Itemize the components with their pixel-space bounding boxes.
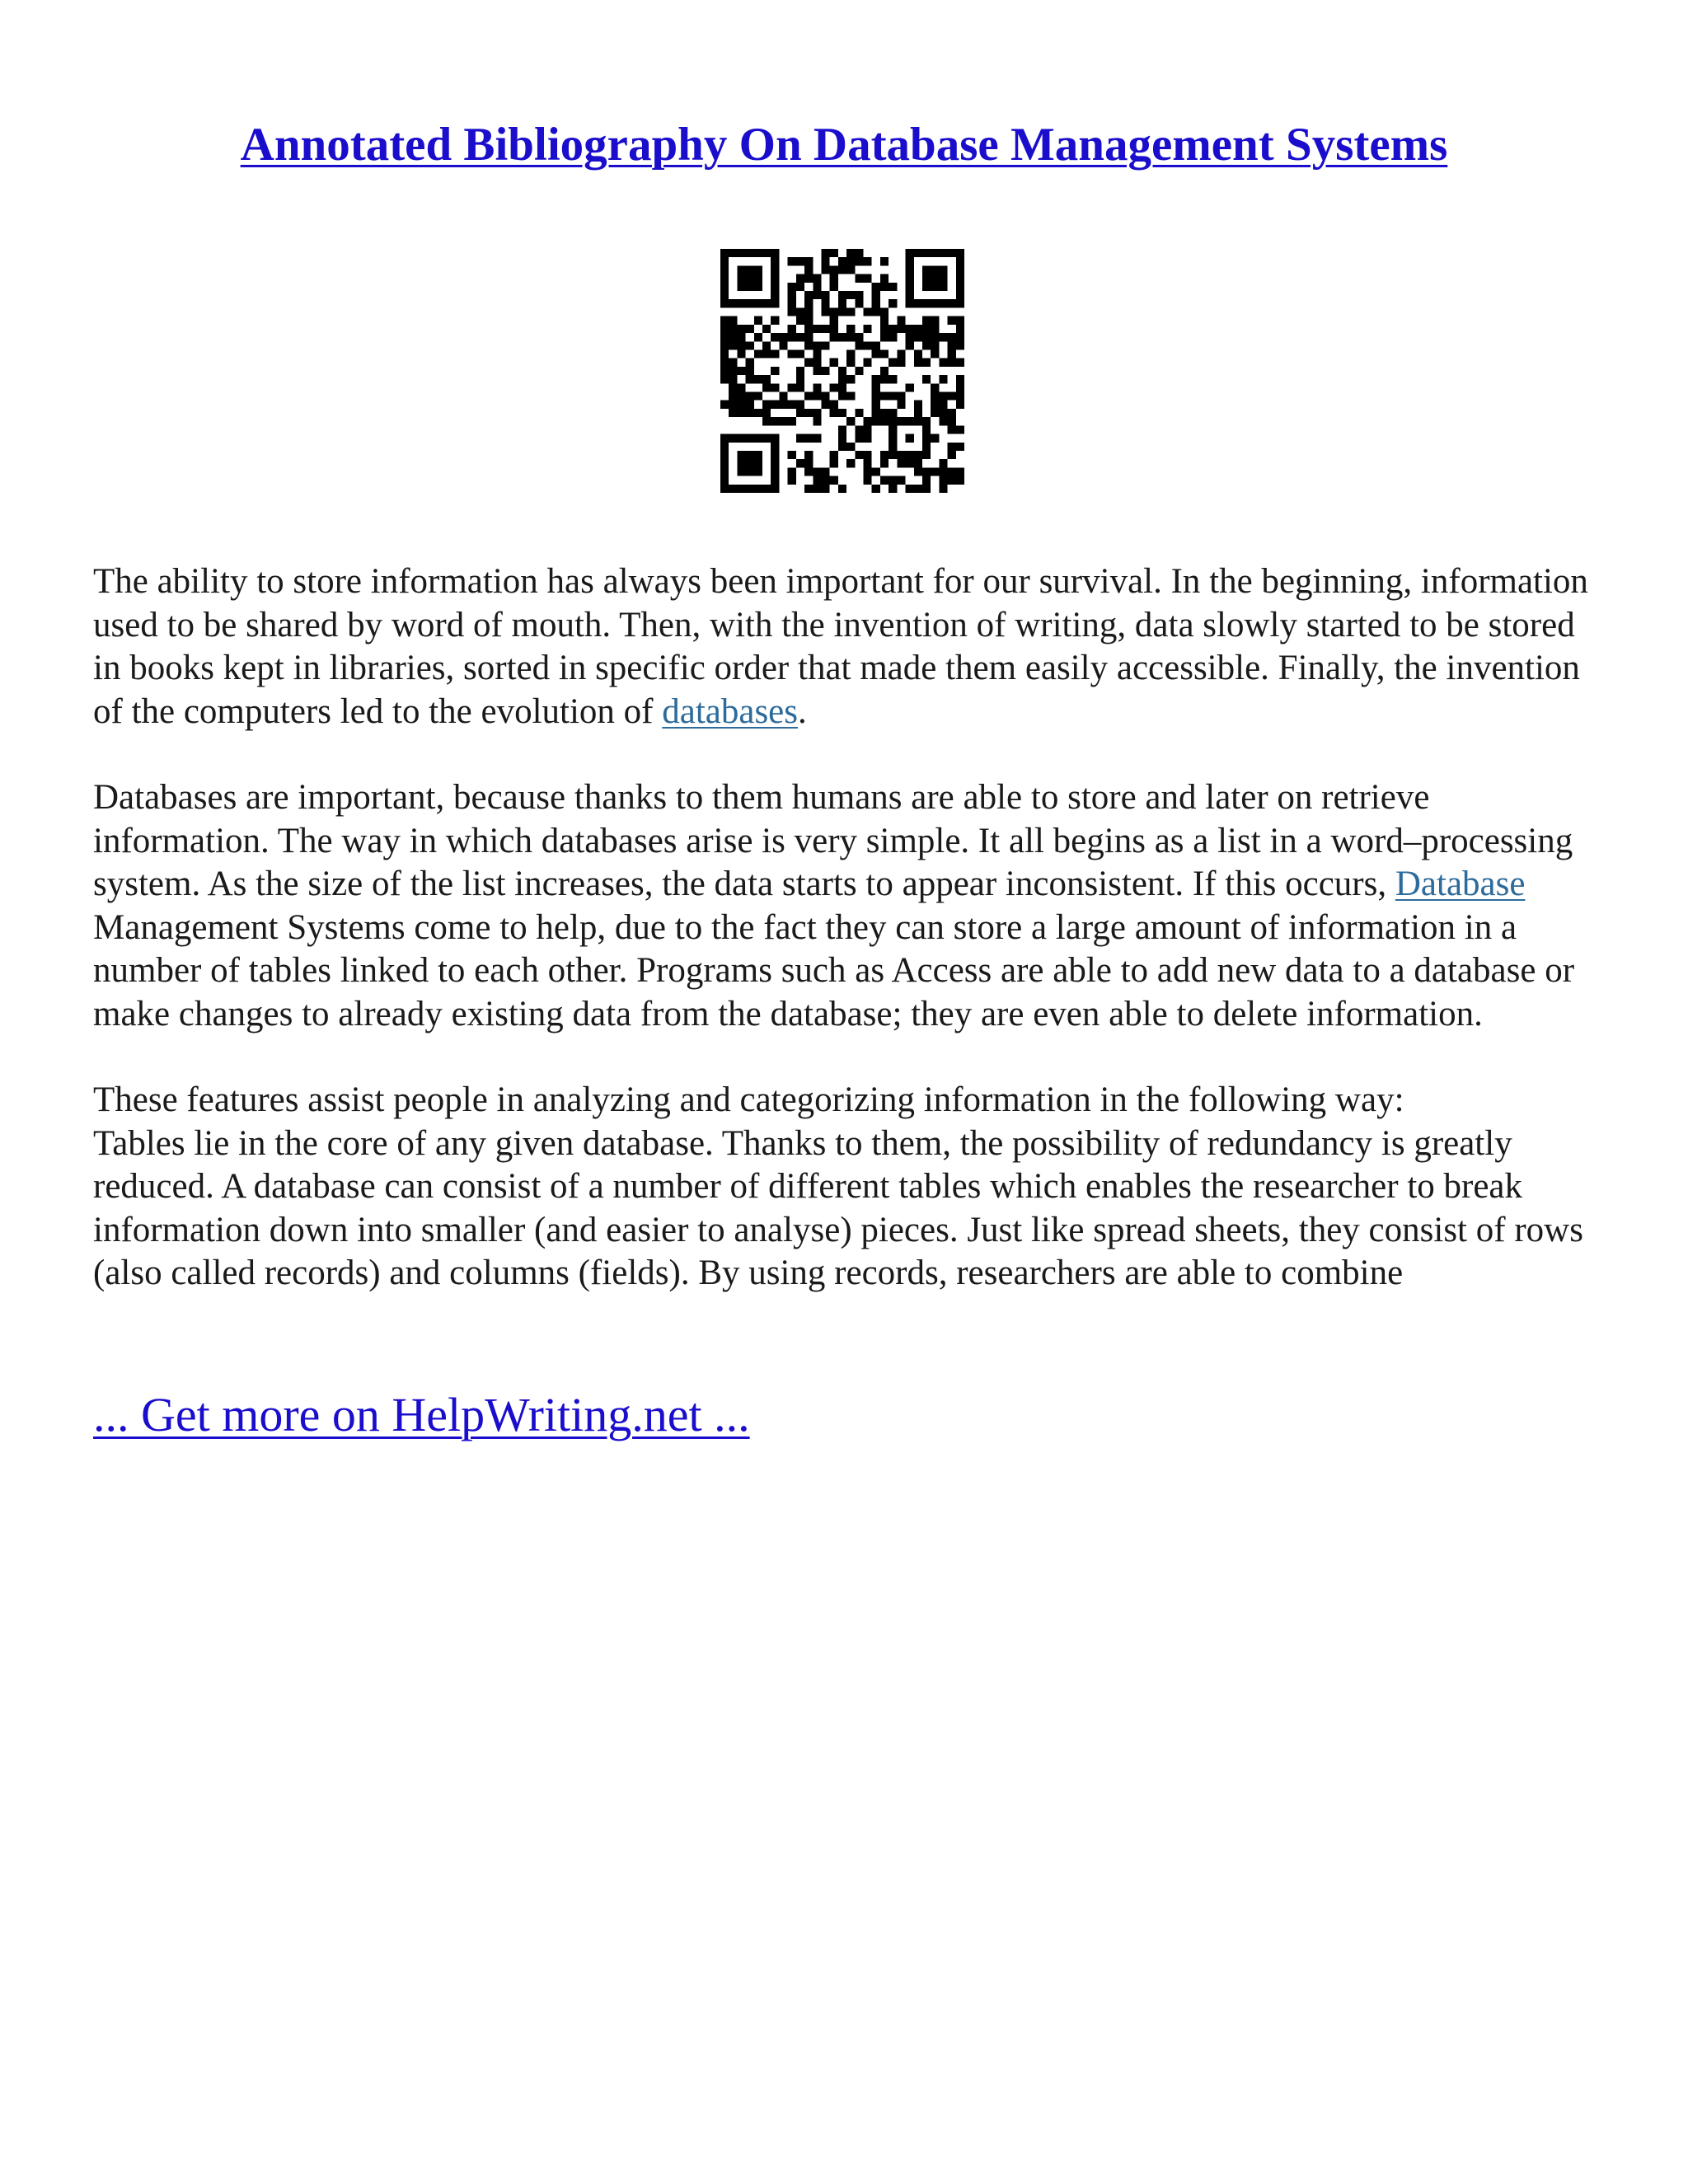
paragraph-3-line-2: Tables lie in the core of any given database. Thanks to them, the possibility of redundancy is greatly reduced. A database can consist of a number of different tables which enables the researcher to break information down into smaller (and easier to analyse) pieces. Just like spread sheets, they consist of rows (also called records) and columns (fields). By using records, researchers are able to combine [93, 1123, 1583, 1292]
paragraph-2-text-after: Management Systems come to help, due to the fact they can store a large amount of information in a number of tables linked to each other. Programs such as Access are able to add new data to a database or make changes to already existing data from the database; they are even able to delete information. [93, 907, 1575, 1033]
paragraph-1 [93, 560, 1601, 733]
paragraph-2 [93, 776, 1601, 1036]
paragraph-3 [93, 1079, 1601, 1296]
get-more-link[interactable]: ... Get more on HelpWriting.net ... [93, 1388, 750, 1441]
databases-link[interactable]: databases [662, 691, 798, 731]
paragraph-3-line-1: These features assist people in analyzing and categorizing information in the following way: [93, 1080, 1404, 1119]
database-link[interactable]: Database [1395, 865, 1526, 903]
paragraph-1-text-before: The ability to store information has always been important for our survival. In the beginning, information used to be shared by word of mouth. Then, with the invention of writing, data slowly started to be stored in books kept in libraries, sorted in specific order that made them easily accessible. Finally, the invention of the computers led to the evolution of [93, 562, 1588, 731]
paragraph-1-text-after: . [798, 691, 807, 731]
paragraph-2-text-before: Databases are important, because thanks to them humans are able to store and later on retrieve information. The way in which databases arise is very simple. It all begins as a list in a word–processing system. As the size of the list increases, the data starts to appear inconsistent. If this occurs, [93, 778, 1573, 903]
qr-code-icon [720, 249, 964, 493]
page-title[interactable]: Annotated Bibliography On Database Management Systems [240, 119, 1448, 171]
article-body [93, 560, 1601, 1338]
qr-code-graphic [720, 249, 964, 493]
